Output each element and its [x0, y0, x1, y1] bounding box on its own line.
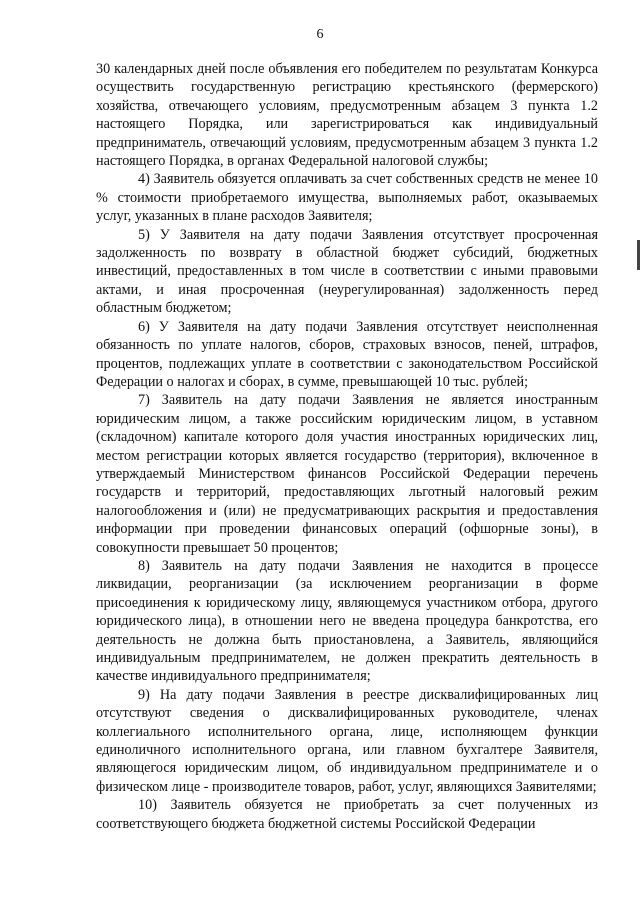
page-number: 6	[316, 27, 324, 42]
document-body	[96, 60, 598, 833]
paragraph-item-4: 4) Заявитель обязуется оплачивать за счет собственных средств не менее 10 % стоимости приобретаемого имущества, выполняемых работ, оказываемых услуг, указанных в плане расходов Заявителя;	[96, 171, 598, 225]
paragraph-item-8: 8) Заявитель на дату подачи Заявления не находится в процессе ликвидации, реорганизации (за исключением реорганизации в форме присоединения к юридическому лицу, являющемуся участником отбора, другого юридического лица), в отношении него не введена процедура банкротства, его деятельность не должна быть приостановлена, а Заявитель, являющийся индивидуальным предпринимателем, не должен прекратить деятельность в качестве индивидуального предпринимателя;	[96, 557, 598, 685]
paragraph-item-6: 6) У Заявителя на дату подачи Заявления отсутствует неисполненная обязанность по уплате налогов, сборов, страховых взносов, пеней, штрафов, процентов, подлежащих уплате в соответствии с законодательством Российской Федерации о налогах и сборах, в сумме, превышающей 10 тыс. рублей;	[96, 318, 598, 390]
paragraph-item-10: 10) Заявитель обязуется не приобретать за счет полученных из соответствующего бюджета бюджетной системы Российской Федерации	[96, 797, 598, 832]
paragraph-continuation: 30 календарных дней после объявления его победителем по результатам Конкурса осуществить государственную регистрацию крестьянского (фермерского) хозяйства, отвечающего условиям, предусмотренным абзацем 3 пункта 1.2 настоящего Порядка, или зарегистрироваться как индивидуальный предприниматель, отвечающий условиям, предусмотренным абзацем 3 пункта 1.2 настоящего Порядка, в органах Федеральной налоговой службы;	[96, 61, 598, 170]
paragraph-item-5: 5) У Заявителя на дату подачи Заявления отсутствует просроченная задолженность по возврату в областной бюджет субсидий, бюджетных инвестиций, предоставленных в том числе в соответствии с иными правовыми актами, и иная просроченная (неурегулированная) задолженность перед областным бюджетом;	[96, 226, 598, 317]
paragraph-item-9: 9) На дату подачи Заявления в реестре дисквалифицированных лиц отсутствуют сведения о дисквалифицированных руководителе, членах коллегиального исполнительного органа, лице, исполняющем функции единоличного исполнительного органа, или главном бухгалтере Заявителя, являющегося юридическим лицом, об индивидуальном предпринимателе и о физическом лице - производителе товаров, работ, услуг, являющихся Заявителями;	[96, 686, 598, 795]
paragraph-item-7: 7) Заявитель на дату подачи Заявления не является иностранным юридическим лицом, а также российским юридическим лицом, в уставном (складочном) капитале которого доля участия иностранных юридических лиц, местом регистрации которых является государство (территория), включенное в утверждаемый Министерством финансов Российской Федерации перечень государств и территорий, предоставляющих льготный налоговый режим налогообложения и (или) не предусматривающих раскрытия и предоставления информации при проведении финансовых операций (офшорные зоны), в совокупности превышает 50 процентов;	[96, 392, 598, 556]
